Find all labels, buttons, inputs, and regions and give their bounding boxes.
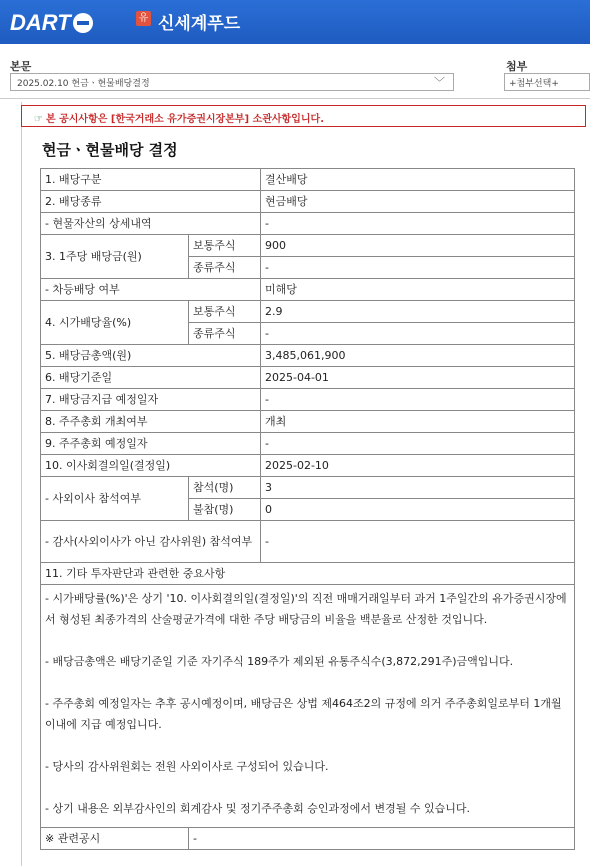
note-item: - 시가배당률(%)'은 상기 '10. 이사회결의일(결정일)'의 직전 매매거래일부터 과거 1주일간의 유가증권시장에서 형성된 최종가격의 산술평균가격에 대한 주당 배당금의 비율을 백분율로 산정한 것입니다. <box>45 592 567 626</box>
table-row <box>41 585 575 828</box>
row-value: 3 <box>261 477 575 499</box>
row-value: 900 <box>261 235 575 257</box>
row-label: 1. 배당구분 <box>41 169 261 191</box>
notes-cell <box>41 585 575 828</box>
sub-label: 참석(명) <box>189 477 261 499</box>
report-select[interactable] <box>10 73 454 91</box>
row-label: 2. 배당종류 <box>41 191 261 213</box>
sub-label: 종류주식 <box>189 323 261 345</box>
sub-label: 보통주식 <box>189 301 261 323</box>
row-value: 미해당 <box>261 279 575 301</box>
row-value: 현금배당 <box>261 191 575 213</box>
chevron-down-icon: ﹀ <box>434 76 445 89</box>
row-value: - <box>261 389 575 411</box>
logo-text: DART <box>10 10 71 35</box>
row-value: 0 <box>261 499 575 521</box>
pointing-hand-icon: ☞ <box>34 114 43 125</box>
note-item: - 상기 내용은 외부감사인의 회계감사 및 정기주주총회 승인과정에서 변경될 수 있습니다. <box>45 802 470 815</box>
table-row <box>41 367 575 389</box>
table-row <box>41 235 575 257</box>
row-value: 3,485,061,900 <box>261 345 575 367</box>
sub-label: 불참(명) <box>189 499 261 521</box>
row-value: - <box>261 433 575 455</box>
table-row <box>41 455 575 477</box>
row-label: 9. 주주총회 예정일자 <box>41 433 261 455</box>
attachment-select-value: +첨부선택+ <box>509 79 559 89</box>
table-row <box>41 169 575 191</box>
row-value: 2025-04-01 <box>261 367 575 389</box>
row-label: - 사외이사 참석여부 <box>41 477 189 521</box>
table-row <box>41 477 575 499</box>
table-row <box>41 389 575 411</box>
note-item: - 당사의 감사위원회는 전원 사외이사로 구성되어 있습니다. <box>45 760 329 773</box>
table-row <box>41 279 575 301</box>
row-label: 3. 1주당 배당금(원) <box>41 235 189 279</box>
divider <box>0 98 590 99</box>
table-row <box>41 301 575 323</box>
row-label: - 차등배당 여부 <box>41 279 261 301</box>
sub-label: 보통주식 <box>189 235 261 257</box>
table-row <box>41 191 575 213</box>
table-row <box>41 213 575 235</box>
row-label: 7. 배당금지급 예정일자 <box>41 389 261 411</box>
row-value: 2.9 <box>261 301 575 323</box>
dart-logo[interactable] <box>10 10 93 36</box>
logo-globe-icon <box>73 13 93 33</box>
row-label: 8. 주주총회 개최여부 <box>41 411 261 433</box>
table-row <box>41 345 575 367</box>
note-item: - 주주총회 예정일자는 추후 공시예정이며, 배당금은 상법 제464조2의 규정에 의거 주주총회일로부터 1개월 이내에 지급 예정입니다. <box>45 697 562 731</box>
table-row <box>41 563 575 585</box>
row-label: ※ 관련공시 <box>41 828 189 850</box>
notice-banner <box>21 105 586 127</box>
table-row <box>41 828 575 850</box>
section-heading: 11. 기타 투자판단과 관련한 중요사항 <box>41 563 575 585</box>
company-name: 신세계푸드 <box>158 14 241 34</box>
row-value: 개최 <box>261 411 575 433</box>
row-label: - 현물자산의 상세내역 <box>41 213 261 235</box>
row-value: 2025-02-10 <box>261 455 575 477</box>
row-value: - <box>189 828 575 850</box>
table-row <box>41 411 575 433</box>
row-label: 6. 배당기준일 <box>41 367 261 389</box>
dividend-table <box>40 168 575 850</box>
row-label: 5. 배당금총액(원) <box>41 345 261 367</box>
report-select-value: 2025.02.10 현금ㆍ현물배당결정 <box>17 79 150 89</box>
row-value: 결산배당 <box>261 169 575 191</box>
attachment-select[interactable] <box>504 73 590 91</box>
row-label: 10. 이사회결의일(결정일) <box>41 455 261 477</box>
sub-label: 종류주식 <box>189 257 261 279</box>
note-item: - 배당금총액은 배당기준일 기준 자기주식 189주가 제외된 유통주식수(3,872,291주)금액입니다. <box>45 655 514 668</box>
document-title: 현금ㆍ현물배당 결정 <box>42 141 178 159</box>
table-row <box>41 433 575 455</box>
top-bar <box>0 0 590 44</box>
table-row <box>41 521 575 563</box>
main-doc-label: 본문 <box>10 60 32 73</box>
market-badge: 유 <box>136 11 151 26</box>
notice-text: 본 공시사항은 [한국거래소 유가증권시장본부] 소관사항입니다. <box>45 114 324 125</box>
attachment-label: 첨부 <box>506 60 528 73</box>
row-value: - <box>261 521 575 563</box>
row-value: - <box>261 323 575 345</box>
row-value: - <box>261 257 575 279</box>
row-value: - <box>261 213 575 235</box>
row-label: - 감사(사외이사가 아닌 감사위원) 참석여부 <box>41 521 261 563</box>
row-label: 4. 시가배당율(%) <box>41 301 189 345</box>
